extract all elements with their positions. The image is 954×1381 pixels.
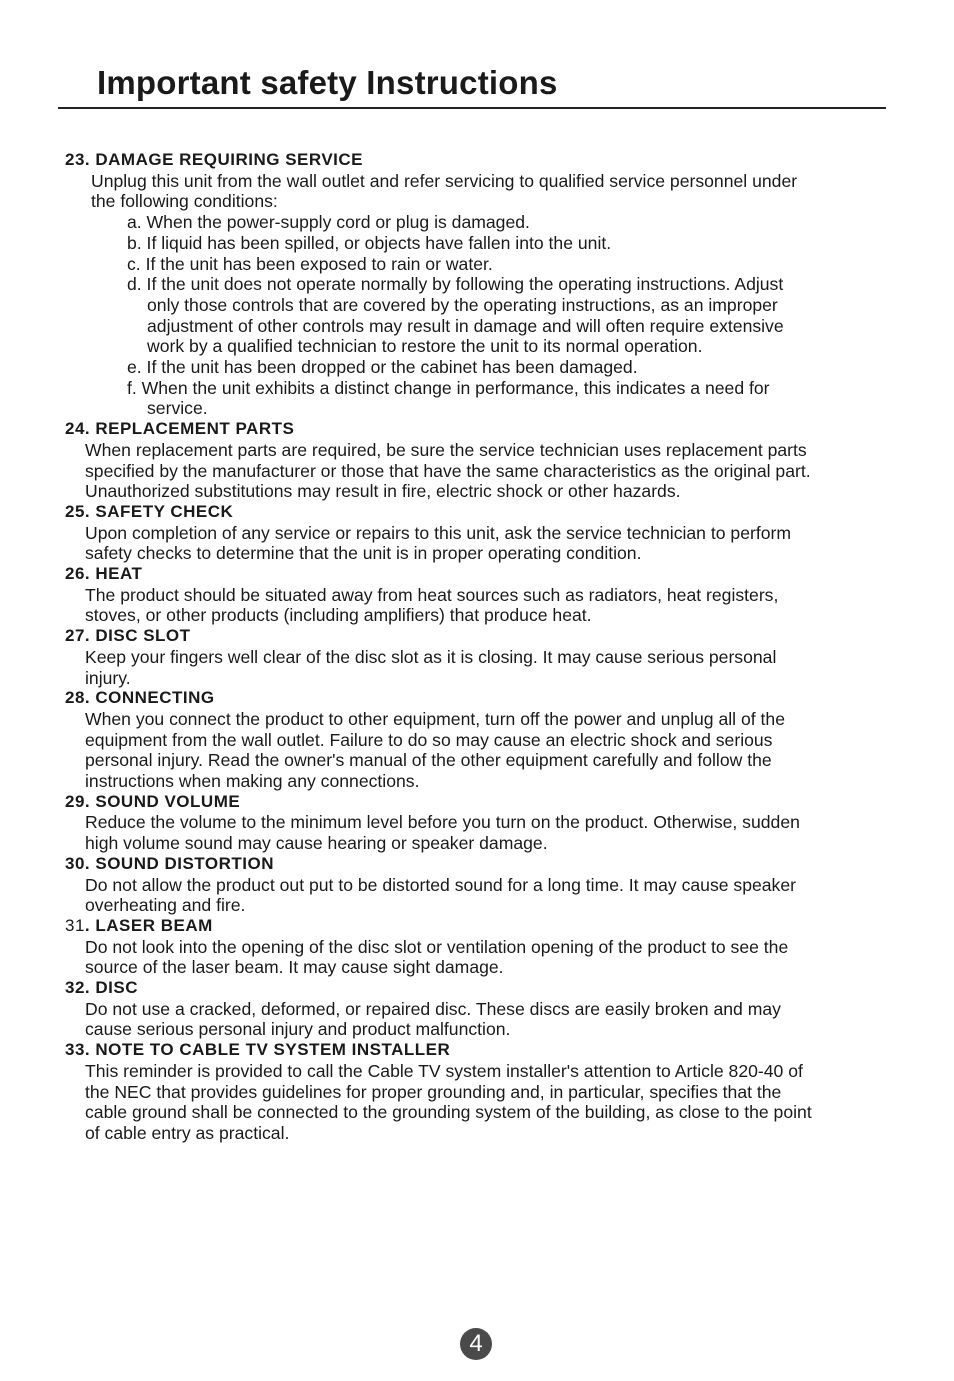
section-text-line: Reduce the volume to the minimum level before you turn on the product. Otherwise, sudden	[85, 812, 800, 833]
section-heading-text: 29. SOUND VOLUME	[65, 791, 241, 811]
section-text-line: equipment from the wall outlet. Failure to do so may cause an electric shock and serious	[85, 729, 773, 750]
section-heading-text: . LASER BEAM	[84, 915, 213, 935]
section-text-line: only those controls that are covered by the operating instructions, as an improper	[147, 294, 778, 315]
section-heading-text: 28. CONNECTING	[65, 688, 215, 708]
section-heading	[65, 688, 215, 709]
section-text-line: personal injury. Read the owner's manual of the other equipment carefully and follow the	[85, 750, 772, 771]
section-text-line: adjustment of other controls may result in damage and will often require extensive	[147, 315, 784, 336]
section-heading	[65, 854, 274, 875]
section-heading	[65, 1040, 450, 1061]
section-text-line: a. When the power-supply cord or plug is damaged.	[127, 212, 530, 233]
section-heading	[65, 419, 294, 440]
section-heading	[65, 502, 233, 523]
section-heading-text: 32. DISC	[65, 978, 138, 997]
section-text-line: When replacement parts are required, be sure the service technician uses replacement parts	[85, 439, 807, 460]
section-text-line: Do not look into the opening of the disc slot or ventilation opening of the product to see the	[85, 936, 789, 957]
page-number-badge: 4	[460, 1328, 492, 1360]
section-heading-text: 23. DAMAGE REQUIRING SERVICE	[65, 150, 364, 169]
section-text-line: Keep your fingers well clear of the disc slot as it is closing. It may cause serious personal	[85, 646, 777, 667]
section-text-line: Do not use a cracked, deformed, or repaired disc. These discs are easily broken and may	[85, 998, 781, 1019]
section-text-line: Unauthorized substitutions may result in fire, electric shock or other hazards.	[85, 481, 681, 502]
section-text-line: the NEC that provides guidelines for proper grounding and, in particular, specifies that the	[85, 1081, 782, 1102]
page-title: Important safety Instructions	[97, 64, 558, 101]
section-text-line: service.	[147, 398, 208, 419]
section-heading-text: 24. REPLACEMENT PARTS	[65, 419, 295, 439]
section-text-line: Unplug this unit from the wall outlet and refer servicing to qualified service personnel under	[91, 170, 798, 191]
section-text-line: overheating and fire.	[85, 895, 246, 916]
section-text-line: stoves, or other products (including amplifiers) that produce heat.	[85, 605, 592, 626]
section-text-line: safety checks to determine that the unit is in proper operating condition.	[85, 543, 642, 564]
section-heading-text: 30. SOUND DISTORTION	[65, 853, 274, 873]
section-text-line: When you connect the product to other equipment, turn off the power and unplug all of the	[85, 708, 785, 729]
section-heading	[65, 978, 138, 999]
section-heading	[65, 916, 213, 937]
section-heading	[65, 150, 363, 171]
section-heading-text: 33. NOTE TO CABLE TV SYSTEM INSTALLER	[65, 1040, 451, 1060]
section-text-line: of cable entry as practical.	[85, 1122, 290, 1143]
section-text-line: c. If the unit has been exposed to rain or water.	[127, 253, 493, 274]
section-number: 31	[65, 915, 85, 935]
title-divider	[58, 107, 886, 109]
section-text-line: e. If the unit has been dropped or the cabinet has been damaged.	[127, 357, 638, 377]
section-text-line: This reminder is provided to call the Cable TV system installer's attention to Article 820-40 of	[85, 1060, 803, 1081]
section-text-line: high volume sound may cause hearing or speaker damage.	[85, 833, 548, 854]
section-heading	[65, 626, 191, 647]
section-text-line: injury.	[85, 667, 131, 688]
section-heading-text: 25. SAFETY CHECK	[65, 501, 234, 521]
section-heading-text: 26. HEAT	[65, 564, 143, 583]
section-text-line: Upon completion of any service or repairs to this unit, ask the service technician to perform	[85, 522, 792, 543]
section-text-line: b. If liquid has been spilled, or objects have fallen into the unit.	[127, 232, 612, 253]
section-text-line: source of the laser beam. It may cause sight damage.	[85, 957, 504, 978]
section-text-line: The product should be situated away from heat sources such as radiators, heat registers,	[85, 584, 779, 605]
section-heading	[65, 792, 240, 813]
section-heading	[65, 564, 142, 585]
section-text-line: Do not allow the product out put to be distorted sound for a long time. It may cause speaker	[85, 874, 797, 895]
section-text-line: the following conditions:	[91, 191, 278, 212]
section-text-line: d. If the unit does not operate normally by following the operating instructions. Adjust	[127, 274, 784, 295]
section-heading-text: 27. DISC SLOT	[65, 626, 191, 646]
section-text-line: cause serious personal injury and product malfunction.	[85, 1019, 511, 1040]
section-text-line: f. When the unit exhibits a distinct change in performance, this indicates a need for	[127, 377, 770, 398]
section-text-line: instructions when making any connections.	[85, 771, 420, 791]
section-text-line: specified by the manufacturer or those that have the same characteristics as the original part.	[85, 460, 811, 481]
section-text-line: cable ground shall be connected to the grounding system of the building, as close to the point	[85, 1102, 812, 1123]
section-text-line: work by a qualified technician to restore the unit to its normal operation.	[147, 336, 703, 357]
